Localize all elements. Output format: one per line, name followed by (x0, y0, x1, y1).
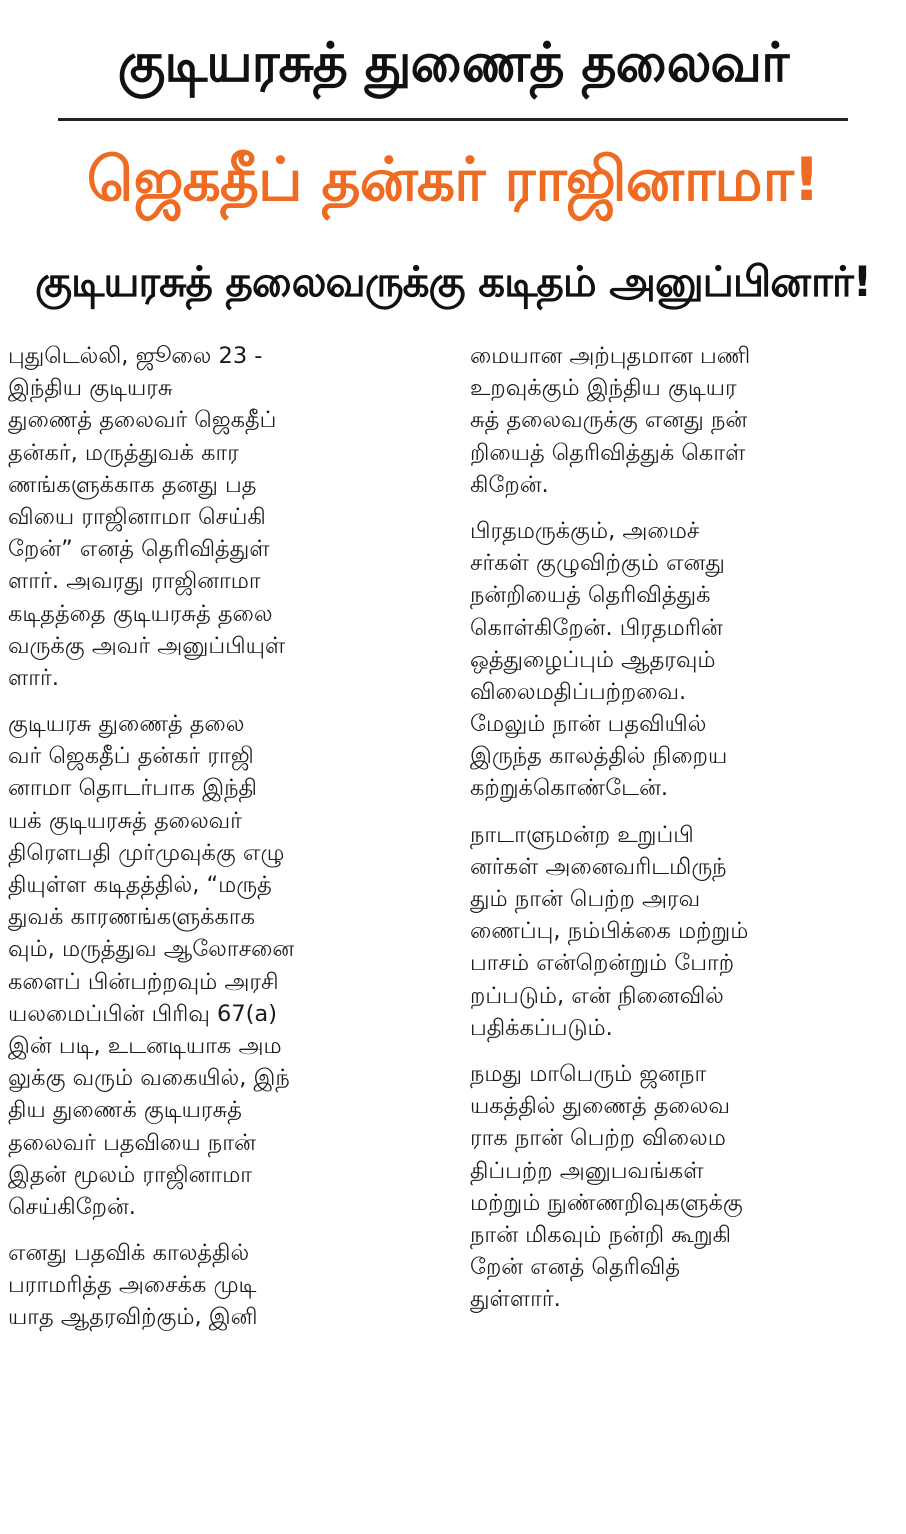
left-column-paragraph (8, 340, 438, 694)
paragraph-line: துள்ளார். (470, 1286, 561, 1313)
article-column-left (8, 340, 438, 1334)
paragraph-line: திப்பற்ற அனுபவங்கள் (470, 1157, 704, 1184)
paragraph-line: யக் குடியரசுத் தலைவர் (8, 807, 242, 834)
paragraph-line: யகத்தில் துணைத் தலைவ (470, 1093, 731, 1120)
paragraph-line: மேலும் நான் பதவியில் (470, 711, 707, 738)
subhead-text: குடியரசுத் தலைவருக்கு கடிதம் அனுப்பினார்! (34, 257, 872, 306)
kicker-headline (0, 28, 906, 98)
paragraph-line: நான் மிகவும் நன்றி கூறுகி (470, 1221, 732, 1248)
paragraph-line: பராமரித்த அசைக்க முடி (8, 1272, 257, 1299)
paragraph-line: நாடாளுமன்ற உறுப்பி (470, 821, 694, 848)
paragraph-line: றேன்” எனத் தெரிவித்துள் (8, 536, 270, 563)
paragraph-line: எனது பதவிக் காலத்தில் (8, 1240, 250, 1267)
paragraph-line: திரௌபதி முர்முவுக்கு எழு (8, 839, 285, 866)
paragraph-line: நன்றியைத் தெரிவித்துக் (470, 582, 711, 609)
paragraph-line: கடிதத்தை குடியரசுத் தலை (8, 600, 273, 627)
paragraph-line: ளார். அவரது ராஜினாமா (8, 568, 261, 595)
paragraph-line: இந்திய குடியரசு (8, 375, 173, 402)
paragraph-line: பதிக்கப்படும். (470, 1014, 613, 1041)
paragraph-line: ஒத்துழைப்பும் ஆதரவும் (470, 646, 716, 673)
paragraph-line: ளார். (8, 664, 59, 691)
paragraph-line: துவக் காரணங்களுக்காக (8, 904, 256, 931)
paragraph-line: லுக்கு வரும் வகையில், இந் (8, 1065, 290, 1092)
paragraph-line: இதன் மூலம் ராஜினாமா (8, 1161, 253, 1188)
paragraph-line: வர் ஜெகதீப் தன்கர் ராஜி (8, 743, 254, 770)
paragraph-line: யாத ஆதரவிற்கும், இனி (8, 1304, 258, 1331)
right-column-paragraph (470, 340, 900, 501)
headline-divider (58, 118, 848, 121)
paragraph-line: இன் படி, உடனடியாக அம (8, 1032, 282, 1059)
paragraph-line: னர்கள் அனைவரிடமிருந் (470, 853, 727, 880)
paragraph-line: கற்றுக்கொண்டேன். (470, 775, 669, 802)
paragraph-line: தலைவர் பதவியை நான் (8, 1129, 256, 1156)
paragraph-line: இருந்த காலத்தில் நிறைய (470, 743, 728, 770)
paragraph-line: நமது மாபெரும் ஜனநா (470, 1060, 707, 1087)
sub-headline (0, 244, 906, 320)
paragraph-line: மற்றும் நுண்ணறிவுகளுக்கு (470, 1189, 743, 1216)
paragraph-line: உறவுக்கும் இந்திய குடியர (470, 375, 737, 402)
paragraph-line: வும், மருத்துவ ஆலோசனை (8, 936, 295, 963)
paragraph-line: கிறேன். (470, 471, 549, 498)
left-column-paragraph (8, 708, 438, 1223)
paragraph-line: தும் நான் பெற்ற அரவ (470, 886, 701, 912)
right-column-paragraph (470, 1058, 900, 1316)
paragraph-line: ணைப்பு, நம்பிக்கை மற்றும் (470, 918, 749, 945)
paragraph-line: தியுள்ள கடிதத்தில், “மருத் (8, 872, 272, 898)
paragraph-line: பாசம் என்றென்றும் போற் (470, 950, 735, 977)
paragraph-gap (8, 694, 438, 708)
paragraph-line: திய துணைக் குடியரசுத் (8, 1097, 242, 1124)
paragraph-line: சுத் தலைவருக்கு எனது நன் (470, 407, 748, 434)
paragraph-line: றப்படும், என் நினைவில் (470, 982, 724, 1009)
paragraph-line: பிரதமருக்கும், அமைச் (470, 517, 700, 544)
paragraph-line: ணங்களுக்காக தனது பத (8, 471, 257, 498)
paragraph-line: தன்கர், மருத்துவக் கார (8, 439, 239, 466)
article-column-right (470, 340, 900, 1315)
paragraph-line: றியைத் தெரிவித்துக் கொள் (470, 439, 746, 466)
paragraph-line: விலைமதிப்பற்றவை. (470, 678, 687, 705)
paragraph-line: துணைத் தலைவர் ஜெகதீப் (8, 407, 277, 434)
paragraph-gap (470, 805, 900, 819)
paragraph-line: ராக நான் பெற்ற விலைம (470, 1125, 726, 1152)
paragraph-gap (470, 1044, 900, 1058)
paragraph-line: கொள்கிறேன். பிரதமரின் (470, 614, 723, 641)
paragraph-line: செய்கிறேன். (8, 1193, 136, 1220)
right-column-paragraph (470, 515, 900, 805)
paragraph-line: களைப் பின்பற்றவும் அரசி (8, 968, 279, 995)
paragraph-line: னாமா தொடர்பாக இந்தி (8, 775, 257, 802)
headline-text: ஜெகதீப் தன்கர் ராஜினாமா! (86, 145, 820, 215)
right-column-paragraph (470, 819, 900, 1044)
paragraph-line: வியை ராஜினாமா செய்கி (8, 503, 266, 530)
paragraph-line: வருக்கு அவர் அனுப்பியுள் (8, 632, 286, 659)
paragraph-gap (470, 501, 900, 515)
left-column-paragraph (8, 1237, 438, 1334)
paragraph-gap (8, 1223, 438, 1237)
main-headline (0, 130, 906, 230)
kicker-text: குடியரசுத் துணைத் தலைவர் (117, 31, 789, 94)
paragraph-line: றேன் எனத் தெரிவித் (470, 1254, 681, 1281)
paragraph-line: புதுடெல்லி, ஜூலை 23 - (8, 343, 263, 369)
paragraph-line: மையான அற்புதமான பணி (470, 343, 751, 369)
paragraph-line: சர்கள் குழுவிற்கும் எனது (470, 550, 725, 577)
paragraph-line: குடியரசு துணைத் தலை (8, 711, 245, 738)
paragraph-line: யலமைப்பின் பிரிவு 67(a) (8, 1000, 277, 1027)
